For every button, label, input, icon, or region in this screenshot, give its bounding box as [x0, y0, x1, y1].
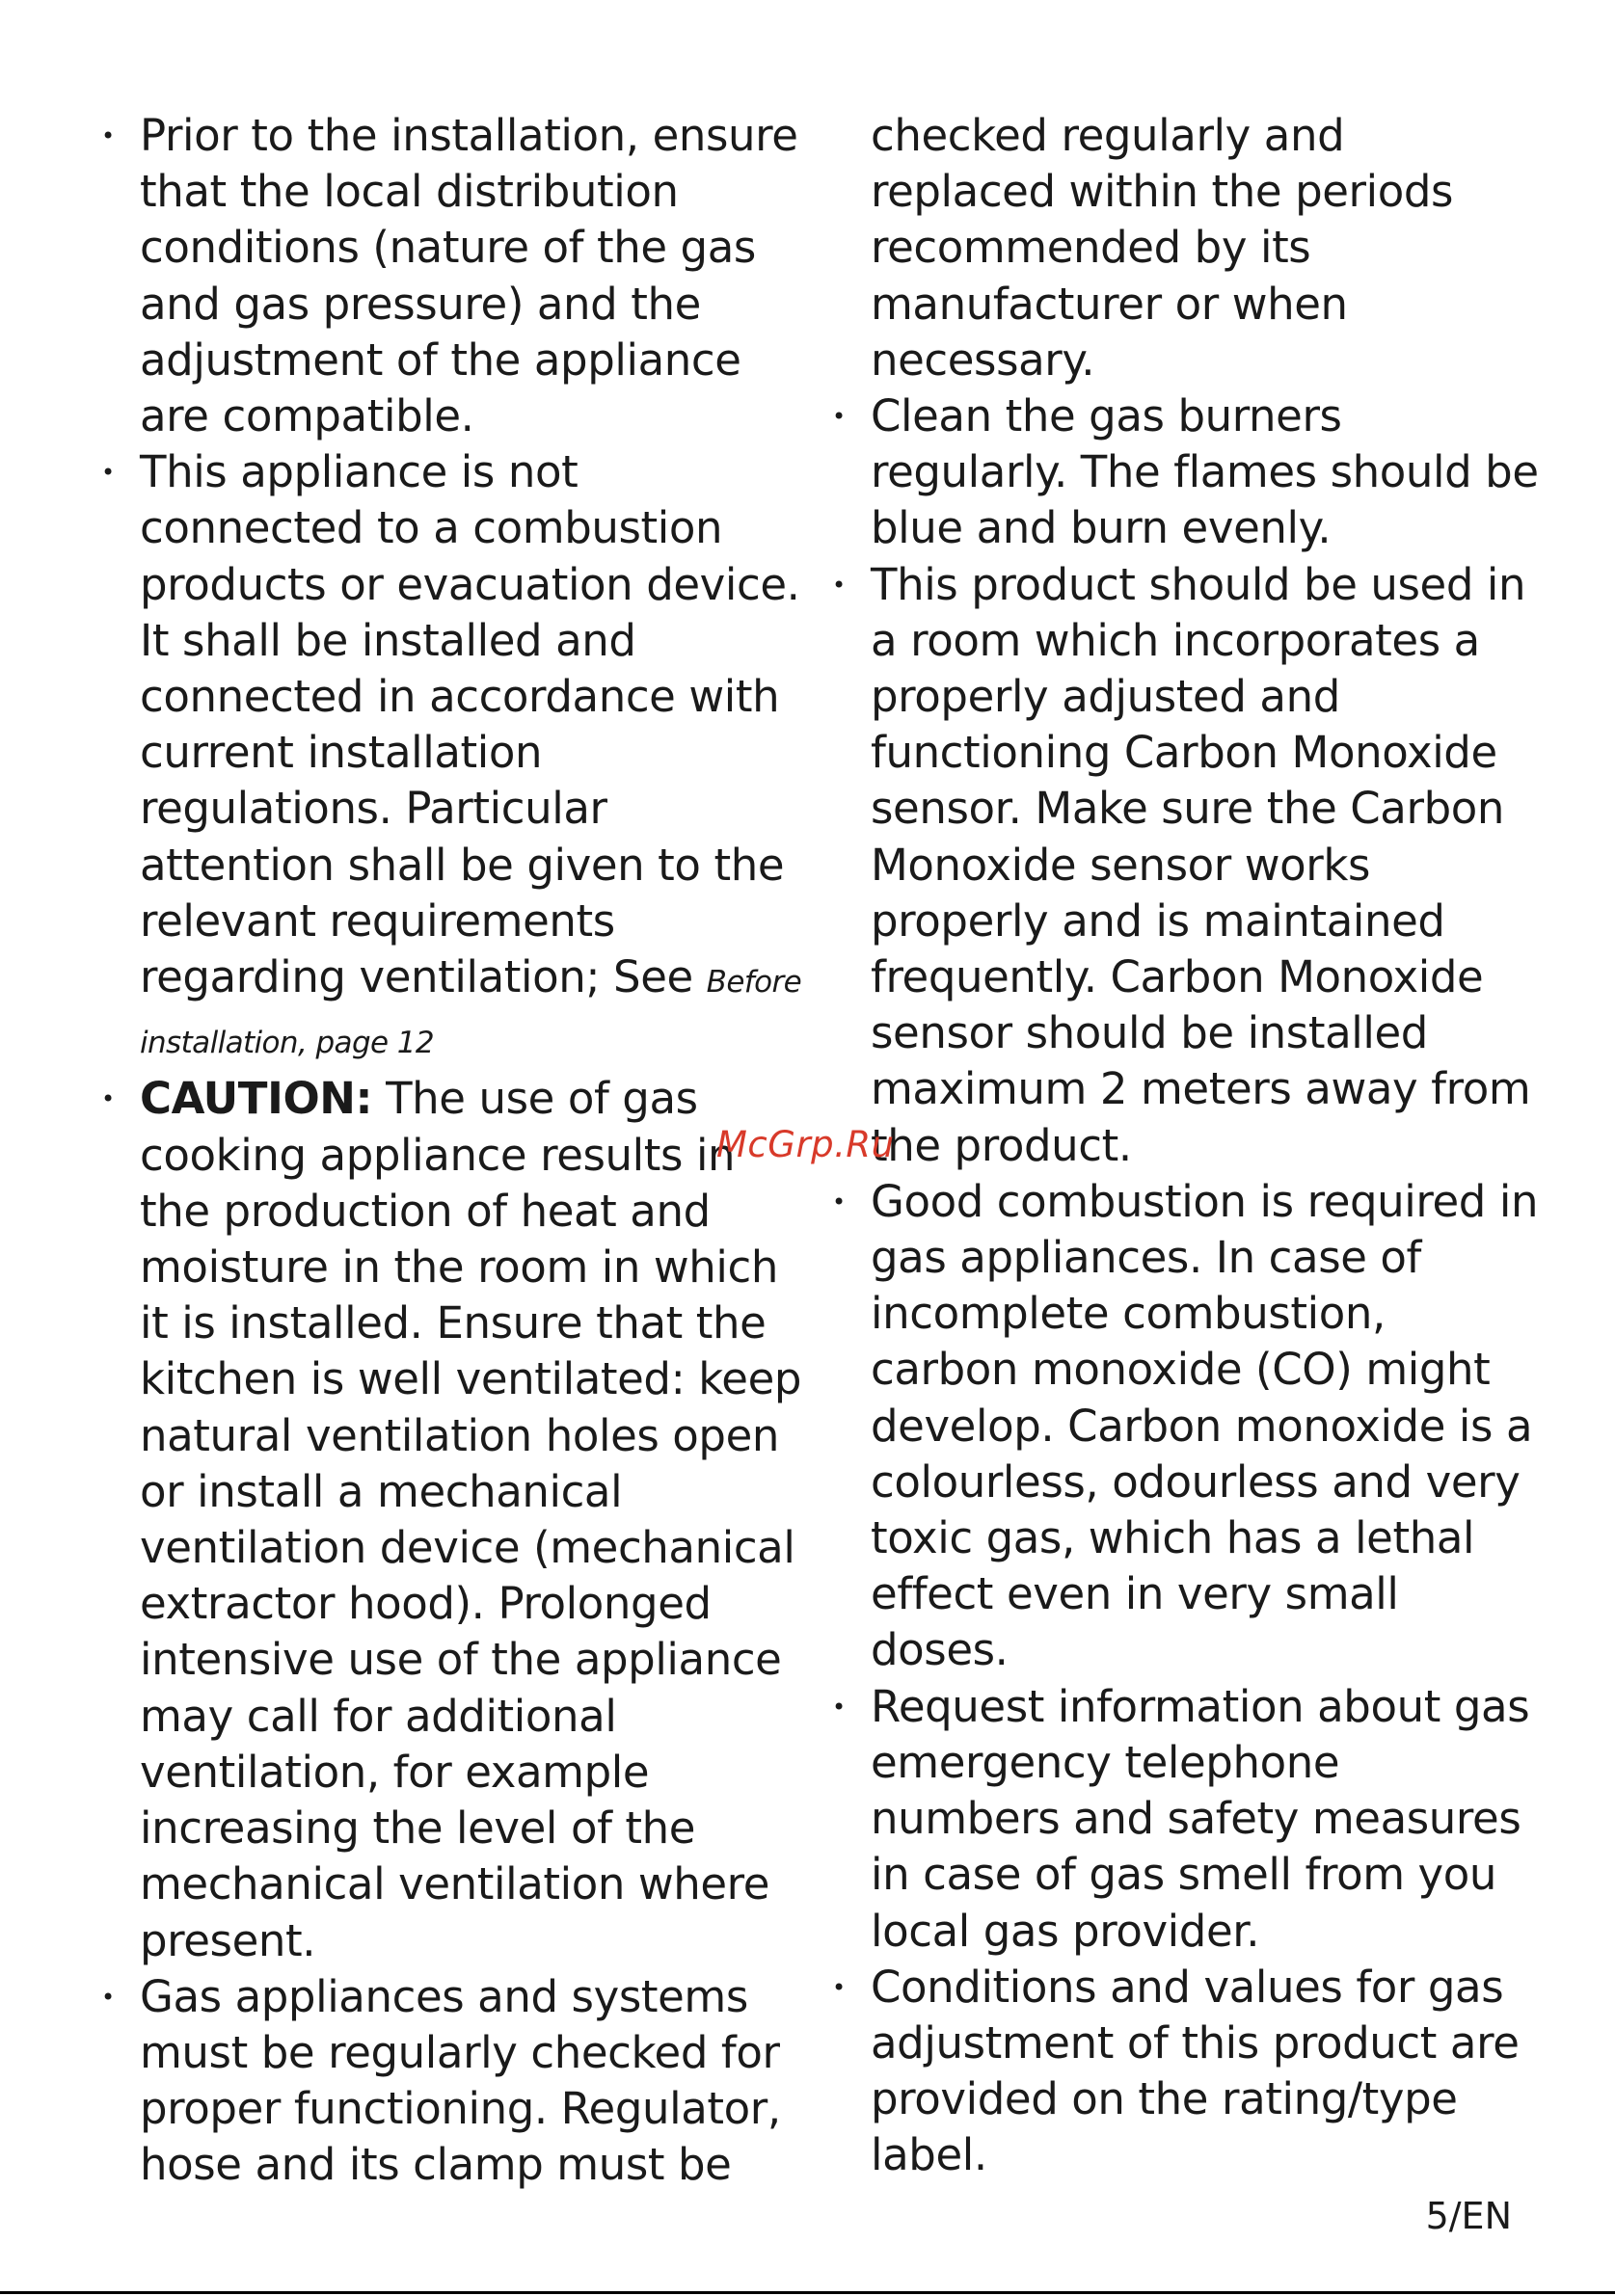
list-item: [96, 444, 805, 1071]
list-item: [96, 108, 805, 444]
caution-label: CAUTION:: [140, 1073, 373, 1125]
item-text: checked regularly and replaced within the periods recommended by its manufacturer or when necessary.: [871, 110, 1454, 386]
page-number: 5/EN: [1425, 2195, 1512, 2237]
left-column: [96, 108, 805, 2194]
list-item: [827, 557, 1541, 1174]
item-text: Conditions and values for gas adjustment of this product are provided on the rating/type label.: [871, 1961, 1520, 2181]
watermark: McGrp.Ru: [716, 1124, 895, 1165]
item-text: The use of gas cooking appliance results in the production of heat and moisture in the room in which it is installed. Ensure that the kitchen is well ventilated: keep natural ventilation holes open or install a mechanical ventilation device (mechanical extractor hood). Prolonged intensive use of the appliance may call for additional ventilation, for example increasing the level of the mechanical ventilation where present.: [140, 1073, 802, 1966]
cross-reference-link[interactable]: Before installation, page 12: [140, 965, 802, 1061]
item-text: Clean the gas burners regularly. The flames should be blue and burn evenly.: [871, 390, 1539, 554]
item-text: Prior to the installation, ensure that the local distribution conditions (nature of the gas and gas pressure) and the adjustment of the appliance are compatible.: [140, 110, 798, 442]
list-item: [96, 1969, 805, 2194]
item-text: This product should be used in a room which incorporates a properly adjusted and functioning Carbon Monoxide sensor. Make sure the Carbon Monoxide sensor works properly and is maintained frequently. Carbon Monoxide sensor should be installed maximum 2 meters away from the product.: [871, 558, 1531, 1171]
left-bullet-list: [96, 108, 805, 2194]
list-item: [827, 388, 1541, 557]
item-text: Request information about gas emergency telephone numbers and safety measures in case of gas smell from you local gas provider.: [871, 1680, 1530, 1957]
item-text: Good combustion is required in gas appliances. In case of incomplete combustion, carbon monoxide (CO) might develop. Carbon monoxide is a colourless, odourless and very toxic gas, which has a lethal effect even in very small doses.: [871, 1175, 1539, 1676]
list-item: [827, 1679, 1541, 1960]
bottom-divider: [0, 2291, 1615, 2294]
list-item: [827, 1960, 1541, 2184]
right-bullet-list: [827, 108, 1541, 2184]
list-item: [827, 1174, 1541, 1679]
right-column: [827, 108, 1541, 2184]
item-text: This appliance is not connected to a combustion products or evacuation device. It shall be installed and connected in accordance with current installation regulations. Particular attention shall be given to the relevant requirements regarding ventilation; See: [140, 446, 800, 1003]
list-item-continuation: [827, 108, 1541, 388]
list-item: [96, 1071, 805, 1968]
item-text: Gas appliances and systems must be regularly checked for proper functioning. Regulator, hose and its clamp must be: [140, 1970, 781, 2191]
